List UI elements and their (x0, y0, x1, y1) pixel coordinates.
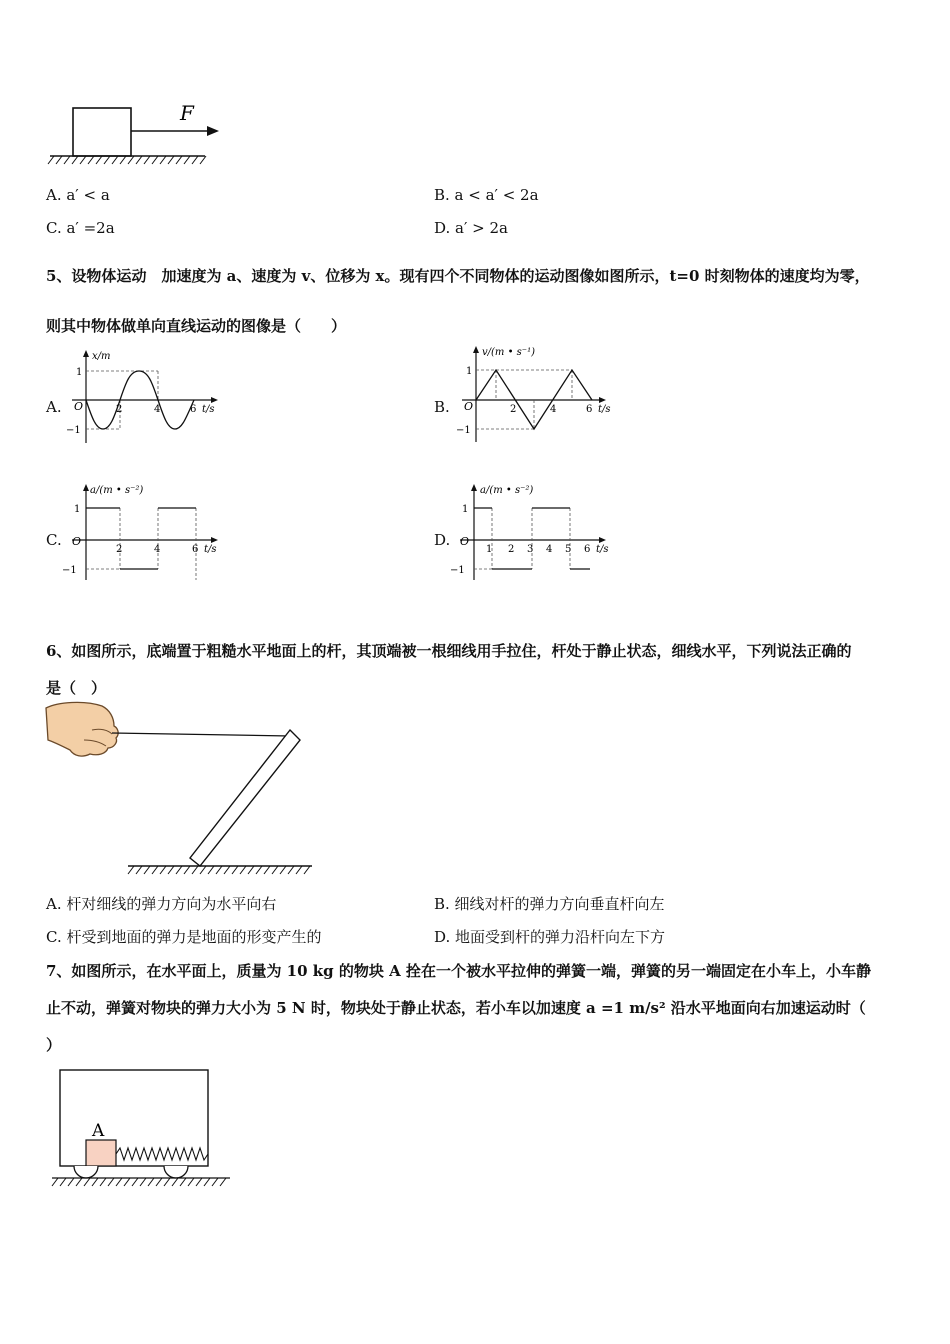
svg-text:2: 2 (116, 544, 123, 555)
q6-option-b: B. 细线对杆的弹力方向垂直杆向左 (434, 895, 665, 913)
svg-text:1: 1 (74, 504, 81, 515)
svg-text:t/s: t/s (598, 404, 611, 415)
q5-label-a: A. (46, 398, 62, 416)
q5-label-b: B. (434, 398, 450, 416)
q5-graph-b (452, 344, 632, 444)
ground-hatch (128, 866, 310, 874)
svg-text:a/(m • s⁻²): a/(m • s⁻²) (90, 485, 144, 496)
wheel-left (74, 1166, 98, 1178)
ground-hatch (52, 1178, 226, 1186)
svg-text:6: 6 (586, 404, 593, 415)
q6-option-a: A. 杆对细线的弹力方向为水平向右 (46, 895, 277, 913)
svg-text:1: 1 (76, 367, 83, 378)
block-a (86, 1140, 116, 1166)
svg-text:x/m: x/m (92, 351, 111, 362)
rod (190, 730, 300, 866)
force-label: F (180, 101, 194, 125)
block (73, 108, 131, 156)
q4-option-a: A. a′ < a (46, 186, 110, 204)
string (112, 733, 290, 736)
q7-cart-figure (48, 1066, 248, 1196)
svg-text:6: 6 (190, 404, 197, 415)
hand-icon (46, 702, 118, 756)
svg-text:3: 3 (527, 544, 534, 555)
q6-rod-figure (44, 700, 324, 880)
force-arrow-head (207, 126, 219, 136)
q4-option-d: D. a′ > 2a (434, 219, 508, 237)
q5-graph-a (62, 348, 232, 448)
svg-text:t/s: t/s (596, 544, 609, 555)
q5-stem-line1: 5、设物体运动 加速度为 a、速度为 v、位移为 x。现有四个不同物体的运动图像如图所示，t=0 时刻物体的速度均为零， (46, 267, 870, 285)
svg-text:−1: −1 (456, 425, 471, 436)
svg-text:6: 6 (584, 544, 591, 555)
q5-label-c: C. (46, 531, 62, 549)
svg-text:1: 1 (486, 544, 493, 555)
wheel-right (164, 1166, 188, 1178)
q6-stem-line2: 是（ ） (46, 679, 107, 697)
svg-text:2: 2 (116, 404, 123, 415)
svg-text:t/s: t/s (202, 404, 215, 415)
svg-text:−1: −1 (66, 425, 81, 436)
q5-stem-line2: 则其中物体做单向直线运动的图像是（ ） (46, 317, 347, 335)
force-block-figure (45, 98, 275, 178)
q7-stem-line3: ） (46, 1036, 62, 1054)
cart-body (60, 1070, 208, 1166)
svg-text:4: 4 (546, 544, 553, 555)
svg-text:O: O (464, 400, 474, 413)
q6-option-c: C. 杆受到地面的弹力是地面的形变产生的 (46, 928, 322, 946)
q5-label-d: D. (434, 531, 451, 549)
svg-text:4: 4 (154, 544, 161, 555)
svg-text:−1: −1 (62, 565, 77, 576)
svg-text:O: O (72, 535, 82, 548)
q5-graph-d (450, 482, 630, 582)
q6-stem-line1: 6、如图所示，底端置于粗糙水平地面上的杆，其顶端被一根细线用手拉住，杆处于静止状态，细线水平，下列说法正确的 (46, 642, 852, 660)
svg-text:6: 6 (192, 544, 199, 555)
svg-text:O: O (460, 535, 470, 548)
ground-hatch (48, 156, 206, 164)
block-a-label: A (92, 1121, 105, 1141)
q5-graph-c (62, 482, 232, 582)
svg-text:−1: −1 (450, 565, 465, 576)
q4-option-c: C. a′ =2a (46, 219, 115, 237)
svg-text:5: 5 (565, 544, 572, 555)
svg-text:O: O (74, 400, 84, 413)
q7-stem-line1: 7、如图所示，在水平面上，质量为 10 kg 的物块 A 拴在一个被水平拉伸的弹簧一端，弹簧的另一端固定在小车上，小车静 (46, 962, 871, 980)
q4-option-b: B. a < a′ < 2a (434, 186, 539, 204)
svg-text:2: 2 (510, 404, 517, 415)
q6-option-d: D. 地面受到杆的弹力沿杆向左下方 (434, 928, 666, 946)
svg-text:1: 1 (466, 366, 473, 377)
q7-stem-line2: 止不动，弹簧对物块的弹力大小为 5 N 时，物块处于静止状态，若小车以加速度 a =1 m/s² 沿水平地面向右加速运动时（ (46, 999, 866, 1017)
svg-text:2: 2 (508, 544, 515, 555)
svg-text:4: 4 (154, 404, 161, 415)
svg-text:t/s: t/s (204, 544, 217, 555)
svg-text:4: 4 (550, 404, 557, 415)
svg-text:a/(m • s⁻²): a/(m • s⁻²) (480, 485, 534, 496)
svg-text:1: 1 (462, 504, 469, 515)
svg-text:v/(m • s⁻¹): v/(m • s⁻¹) (482, 347, 535, 358)
